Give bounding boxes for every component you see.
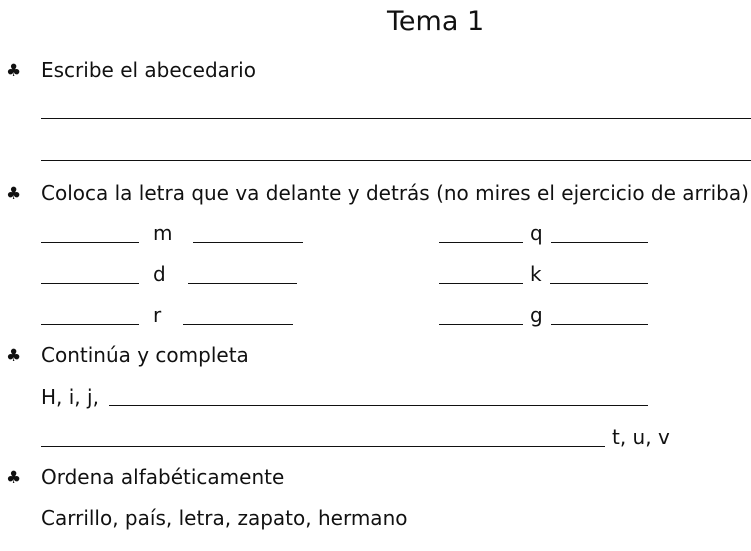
answer-blank	[551, 242, 648, 243]
page-title: Tema 1	[387, 6, 485, 37]
word-list: Carrillo, país, letra, zapato, hermano	[41, 506, 408, 530]
letter-prompt: g	[530, 303, 543, 327]
section-heading-before-after: Coloca la letra que va delante y detrás (no mires el ejercicio de arriba)	[41, 181, 749, 205]
letter-prompt: m	[153, 221, 173, 245]
section-heading-alphabetize: Ordena alfabéticamente	[41, 465, 285, 489]
answer-blank	[41, 283, 139, 284]
club-bullet-icon: ♣	[6, 468, 22, 488]
section-heading-continue: Continúa y completa	[41, 343, 249, 367]
answer-line	[41, 160, 751, 161]
answer-blank	[193, 242, 303, 243]
answer-blank	[551, 324, 648, 325]
letter-prompt: q	[530, 221, 543, 245]
answer-line	[109, 405, 648, 406]
sequence-start: H, i, j,	[41, 385, 99, 409]
answer-blank	[188, 283, 297, 284]
answer-blank	[439, 324, 523, 325]
sequence-end: t, u, v	[612, 425, 670, 449]
answer-blank	[439, 283, 523, 284]
letter-prompt: k	[530, 262, 542, 286]
club-bullet-icon: ♣	[6, 184, 22, 204]
letter-prompt: d	[153, 262, 166, 286]
answer-line	[41, 446, 605, 447]
answer-blank	[41, 324, 139, 325]
answer-blank	[439, 242, 523, 243]
answer-blank	[550, 283, 648, 284]
section-heading-alphabet: Escribe el abecedario	[41, 58, 256, 82]
letter-prompt: r	[153, 303, 162, 327]
answer-line	[41, 118, 751, 119]
club-bullet-icon: ♣	[6, 61, 22, 81]
answer-blank	[183, 324, 293, 325]
answer-blank	[41, 242, 139, 243]
club-bullet-icon: ♣	[6, 346, 22, 366]
